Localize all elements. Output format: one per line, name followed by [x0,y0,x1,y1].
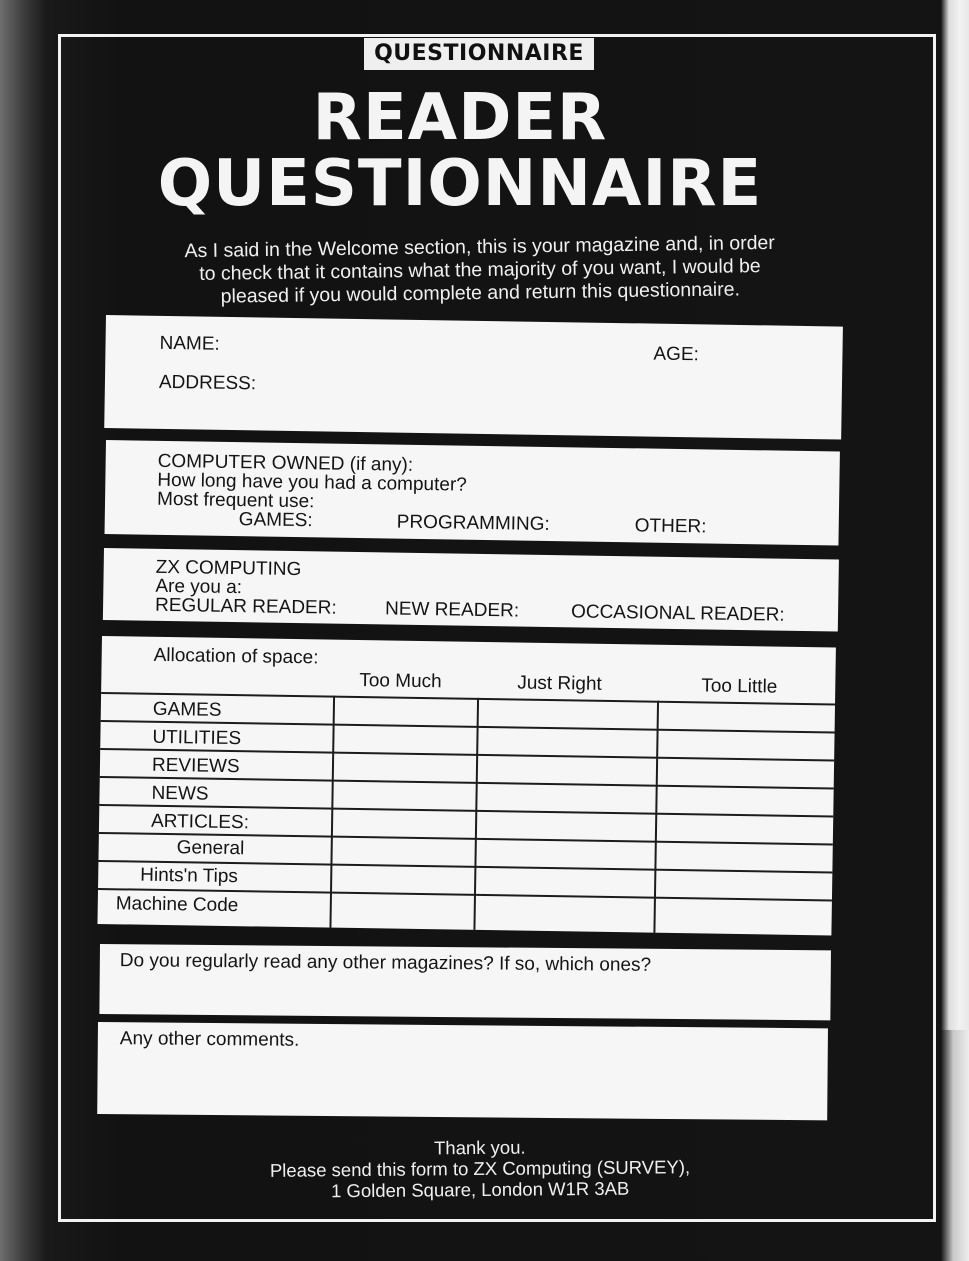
footer-line-1: Thank you. [433,1136,526,1159]
comments-label: Any other comments. [119,1028,300,1051]
intro-text [150,231,811,309]
column-header-too-little: Too Little [701,675,778,698]
reader-option-occasional: OCCASIONAL READER: [570,601,785,626]
page-binding [0,0,45,1261]
computer-owned-label: COMPUTER OWNED (if any): [157,450,414,476]
row-label-games: GAMES [152,698,222,721]
frequent-use-label: Most frequent use: [156,488,315,513]
use-option-games: GAMES: [238,509,313,532]
use-option-other: OTHER: [634,515,707,538]
reader-question: Are you a: [155,575,243,599]
table-rule [100,776,834,790]
readership-panel[interactable] [103,548,839,632]
intro-line-2: to check that it contains what the majority of you want, I would be [199,255,761,285]
intro-line-1: As I said in the Welcome section, this is your magazine and, in order [184,231,775,263]
reader-option-regular: REGULAR READER: [154,594,337,619]
page-edge-lower [941,1030,969,1261]
footer-text [150,1134,811,1203]
row-label-hints-tips: Hints'n Tips [140,864,239,888]
footer-line-3: 1 Golden Square, London W1R 3AB [330,1177,630,1202]
footer-line-2: Please send this form to ZX Computing (SURVEY), [269,1156,691,1181]
other-magazines-panel[interactable] [99,944,831,1020]
name-field-label: NAME: [159,332,220,355]
reader-option-new: NEW READER: [384,598,520,622]
row-label-machine-code: Machine Code [115,893,239,917]
row-label-general: General [176,837,245,860]
row-label-articles: ARTICLES: [150,810,250,834]
age-field-label: AGE: [653,343,700,366]
how-long-label: How long have you had a computer? [157,469,467,496]
row-label-utilities: UTILITIES [152,726,242,750]
page-title-line-2: QUESTIONNAIRE [157,147,763,221]
other-magazines-question: Do you regularly read any other magazines? If so, which ones? [119,950,652,976]
use-option-programming: PROGRAMMING: [396,511,550,535]
comments-panel[interactable] [97,1022,828,1120]
section-tag: QUESTIONNAIRE [364,38,594,70]
row-label-news: NEWS [151,782,209,805]
page-title-line-1: READER [312,81,608,155]
personal-details-panel[interactable] [104,315,843,440]
column-header-too-much: Too Much [359,670,442,693]
zx-computing-heading: ZX COMPUTING [155,556,302,581]
row-label-reviews: REVIEWS [151,754,240,778]
computer-ownership-panel[interactable] [105,440,840,546]
intro-line-3: pleased if you would complete and return this questionnaire. [220,278,741,308]
address-field-label: ADDRESS: [158,371,257,395]
allocation-label: Allocation of space: [153,644,319,669]
column-header-just-right: Just Right [517,672,602,695]
allocation-table [97,636,835,935]
